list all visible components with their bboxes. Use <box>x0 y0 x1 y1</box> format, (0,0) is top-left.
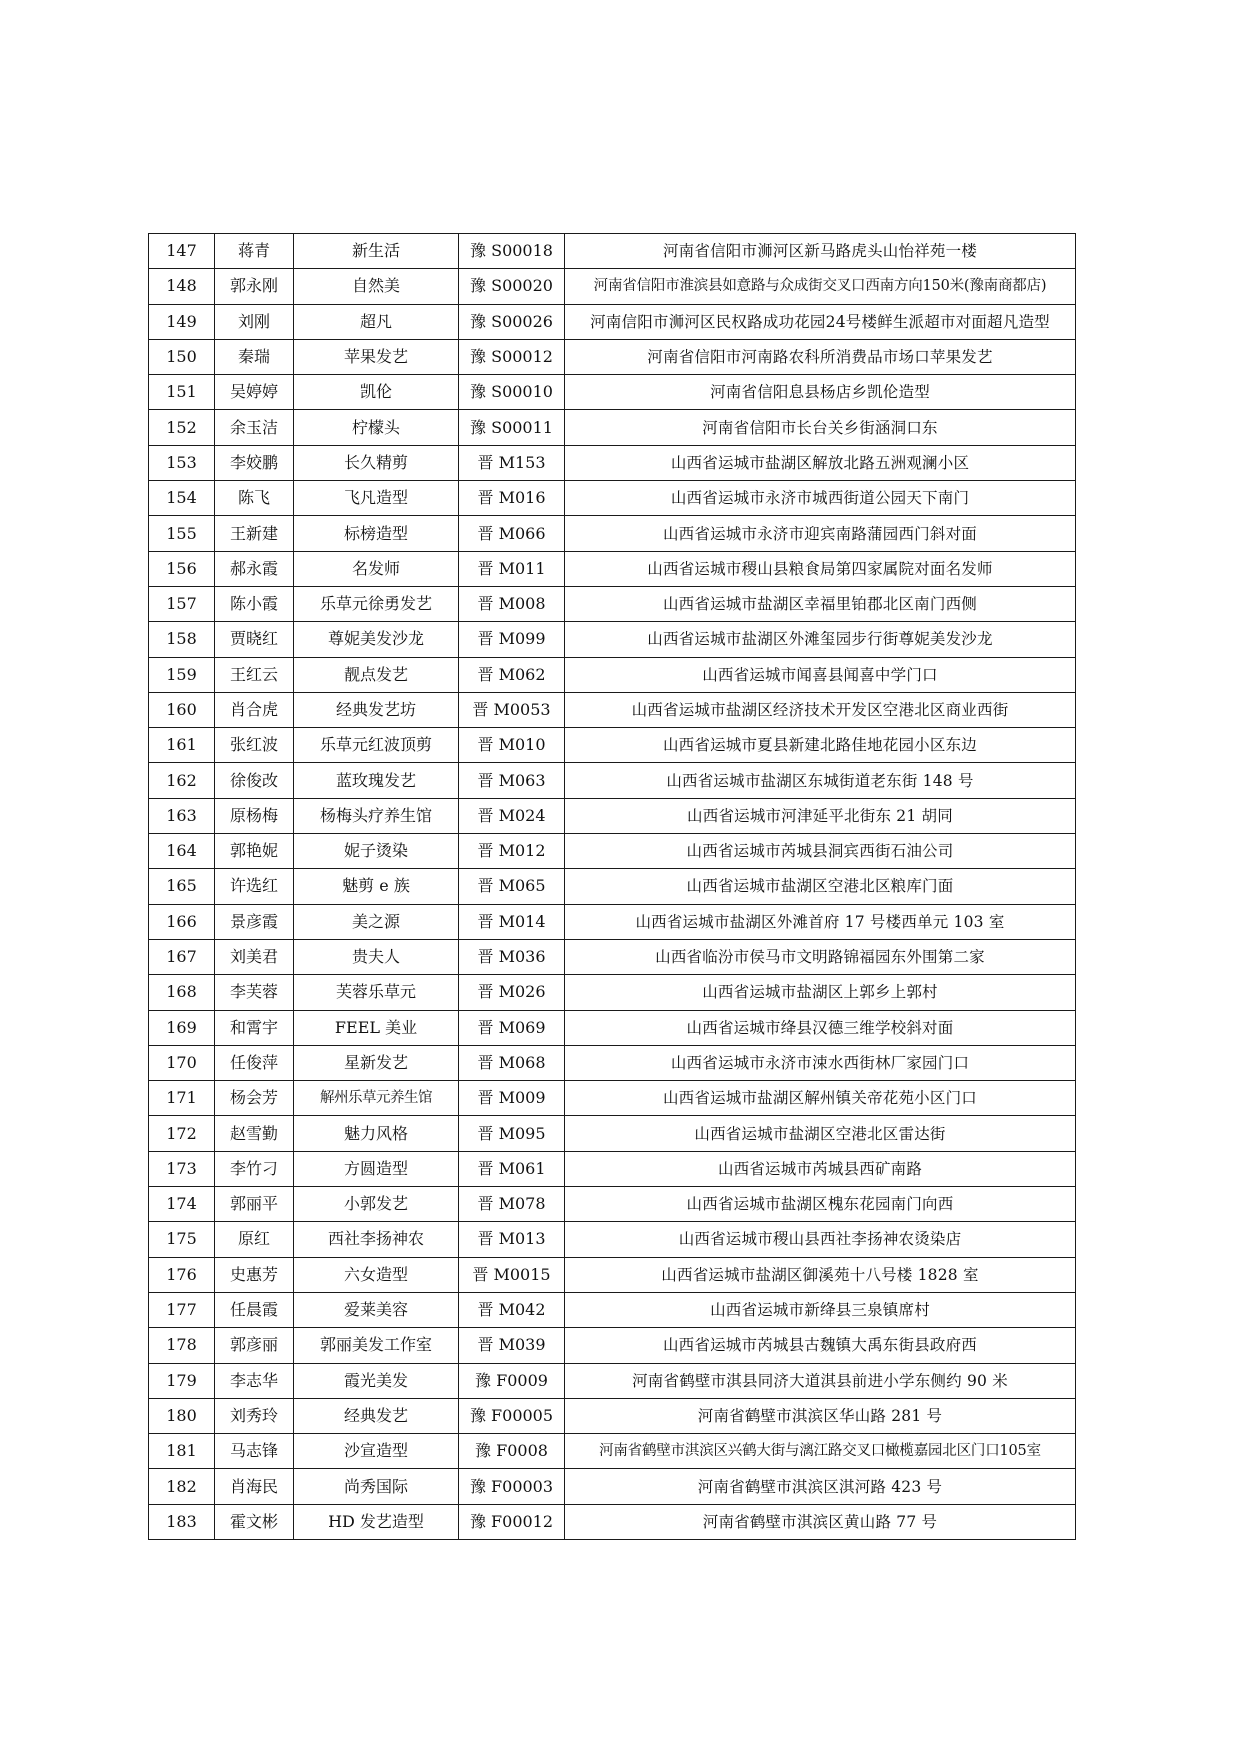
address-cell: 山西省运城市芮城县西矿南路 <box>565 1151 1076 1186</box>
table-row <box>149 904 1076 939</box>
shop-code-cell: 晋 M010 <box>459 728 565 763</box>
shop-code-cell: 晋 M062 <box>459 657 565 692</box>
table-row <box>149 1116 1076 1151</box>
shop-name-cell: 贵夫人 <box>294 939 459 974</box>
shop-code-cell: 晋 M153 <box>459 445 565 480</box>
address-cell: 河南省鹤壁市淇滨区淇河路 423 号 <box>565 1469 1076 1504</box>
person-name-cell: 霍文彬 <box>215 1504 294 1539</box>
shop-code-cell: 豫 S00018 <box>459 234 565 269</box>
table-row <box>149 622 1076 657</box>
table-row <box>149 445 1076 480</box>
row-number-cell: 150 <box>149 339 215 374</box>
row-number-cell: 162 <box>149 763 215 798</box>
shop-code-cell: 晋 M065 <box>459 869 565 904</box>
address-cell: 山西省运城市永济市迎宾南路蒲园西门斜对面 <box>565 516 1076 551</box>
person-name-cell: 任晨霞 <box>215 1292 294 1327</box>
row-number-cell: 160 <box>149 692 215 727</box>
address-cell: 山西省运城市稷山县粮食局第四家属院对面名发师 <box>565 551 1076 586</box>
row-number-cell: 172 <box>149 1116 215 1151</box>
address-cell: 山西省临汾市侯马市文明路锦福园东外围第二家 <box>565 939 1076 974</box>
person-name-cell: 原红 <box>215 1222 294 1257</box>
row-number-cell: 152 <box>149 410 215 445</box>
person-name-cell: 李芙蓉 <box>215 975 294 1010</box>
person-name-cell: 和霄宇 <box>215 1010 294 1045</box>
person-name-cell: 马志锋 <box>215 1434 294 1469</box>
person-name-cell: 肖海民 <box>215 1469 294 1504</box>
shop-name-cell: 西社李扬神农 <box>294 1222 459 1257</box>
address-cell: 山西省运城市永济市城西街道公园天下南门 <box>565 481 1076 516</box>
row-number-cell: 171 <box>149 1081 215 1116</box>
row-number-cell: 148 <box>149 269 215 304</box>
shop-name-cell: 靓点发艺 <box>294 657 459 692</box>
shop-name-cell: 名发师 <box>294 551 459 586</box>
table-row <box>149 1398 1076 1433</box>
row-number-cell: 157 <box>149 586 215 621</box>
person-name-cell: 肖合虎 <box>215 692 294 727</box>
shop-code-cell: 晋 M014 <box>459 904 565 939</box>
shop-name-cell: 解州乐草元养生馆 <box>294 1081 459 1116</box>
row-number-cell: 181 <box>149 1434 215 1469</box>
shop-code-cell: 晋 M0015 <box>459 1257 565 1292</box>
address-cell: 河南省信阳息县杨店乡凯伦造型 <box>565 375 1076 410</box>
address-cell: 山西省运城市绛县汉德三维学校斜对面 <box>565 1010 1076 1045</box>
shop-name-cell: 长久精剪 <box>294 445 459 480</box>
address-cell: 山西省运城市盐湖区御溪苑十八号楼 1828 室 <box>565 1257 1076 1292</box>
row-number-cell: 154 <box>149 481 215 516</box>
address-cell: 山西省运城市芮城县洞宾西街石油公司 <box>565 834 1076 869</box>
person-name-cell: 任俊萍 <box>215 1045 294 1080</box>
address-cell: 河南省鹤壁市淇滨区华山路 281 号 <box>565 1398 1076 1433</box>
shop-code-cell: 豫 S00020 <box>459 269 565 304</box>
row-number-cell: 166 <box>149 904 215 939</box>
address-cell: 山西省运城市盐湖区槐东花园南门向西 <box>565 1187 1076 1222</box>
table-row <box>149 481 1076 516</box>
shop-code-cell: 晋 M069 <box>459 1010 565 1045</box>
shop-code-cell: 晋 M095 <box>459 1116 565 1151</box>
roster-body <box>149 234 1076 1540</box>
address-cell: 山西省运城市盐湖区外滩首府 17 号楼西单元 103 室 <box>565 904 1076 939</box>
row-number-cell: 170 <box>149 1045 215 1080</box>
shop-name-cell: 新生活 <box>294 234 459 269</box>
address-cell: 山西省运城市盐湖区空港北区粮库门面 <box>565 869 1076 904</box>
row-number-cell: 178 <box>149 1328 215 1363</box>
shop-code-cell: 晋 M042 <box>459 1292 565 1327</box>
shop-code-cell: 豫 S00026 <box>459 304 565 339</box>
table-row <box>149 939 1076 974</box>
table-row <box>149 728 1076 763</box>
row-number-cell: 173 <box>149 1151 215 1186</box>
shop-name-cell: 经典发艺 <box>294 1398 459 1433</box>
row-number-cell: 177 <box>149 1292 215 1327</box>
person-name-cell: 王红云 <box>215 657 294 692</box>
table-row <box>149 410 1076 445</box>
shop-code-cell: 豫 F0009 <box>459 1363 565 1398</box>
row-number-cell: 168 <box>149 975 215 1010</box>
person-name-cell: 贾晓红 <box>215 622 294 657</box>
shop-code-cell: 晋 M078 <box>459 1187 565 1222</box>
table-row <box>149 269 1076 304</box>
shop-name-cell: 霞光美发 <box>294 1363 459 1398</box>
person-name-cell: 徐俊改 <box>215 763 294 798</box>
person-name-cell: 郝永霞 <box>215 551 294 586</box>
person-name-cell: 刘刚 <box>215 304 294 339</box>
shop-code-cell: 晋 M016 <box>459 481 565 516</box>
table-row <box>149 1292 1076 1327</box>
shop-name-cell: 超凡 <box>294 304 459 339</box>
shop-name-cell: 乐草元红波顶剪 <box>294 728 459 763</box>
shop-code-cell: 晋 M061 <box>459 1151 565 1186</box>
shop-name-cell: 魅剪 e 族 <box>294 869 459 904</box>
table-row <box>149 586 1076 621</box>
row-number-cell: 149 <box>149 304 215 339</box>
shop-code-cell: 豫 F0008 <box>459 1434 565 1469</box>
address-cell: 河南省信阳市河南路农科所消费品市场口苹果发艺 <box>565 339 1076 374</box>
person-name-cell: 史惠芳 <box>215 1257 294 1292</box>
shop-code-cell: 晋 M0053 <box>459 692 565 727</box>
salon-roster-table <box>148 233 1076 1540</box>
address-cell: 河南省信阳市淮滨县如意路与众成街交叉口西南方向150米(豫南商都店) <box>565 269 1076 304</box>
table-row <box>149 304 1076 339</box>
shop-code-cell: 豫 F00012 <box>459 1504 565 1539</box>
person-name-cell: 王新建 <box>215 516 294 551</box>
shop-code-cell: 晋 M013 <box>459 1222 565 1257</box>
address-cell: 山西省运城市盐湖区外滩玺园步行街尊妮美发沙龙 <box>565 622 1076 657</box>
person-name-cell: 秦瑞 <box>215 339 294 374</box>
shop-code-cell: 豫 F00005 <box>459 1398 565 1433</box>
table-row <box>149 339 1076 374</box>
shop-name-cell: 爱莱美容 <box>294 1292 459 1327</box>
person-name-cell: 郭彦丽 <box>215 1328 294 1363</box>
table-row <box>149 234 1076 269</box>
person-name-cell: 李姣鹏 <box>215 445 294 480</box>
table-row <box>149 1081 1076 1116</box>
table-row <box>149 1151 1076 1186</box>
shop-code-cell: 晋 M066 <box>459 516 565 551</box>
shop-code-cell: 豫 S00010 <box>459 375 565 410</box>
shop-code-cell: 晋 M008 <box>459 586 565 621</box>
shop-name-cell: 六女造型 <box>294 1257 459 1292</box>
shop-name-cell: 杨梅头疗养生馆 <box>294 798 459 833</box>
address-cell: 山西省运城市盐湖区解放北路五洲观澜小区 <box>565 445 1076 480</box>
address-cell: 河南省信阳市长台关乡街涵洞口东 <box>565 410 1076 445</box>
shop-name-cell: 柠檬头 <box>294 410 459 445</box>
row-number-cell: 175 <box>149 1222 215 1257</box>
table-row <box>149 375 1076 410</box>
table-row <box>149 551 1076 586</box>
address-cell: 山西省运城市新绛县三泉镇席村 <box>565 1292 1076 1327</box>
address-cell: 山西省运城市河津延平北街东 21 胡同 <box>565 798 1076 833</box>
shop-code-cell: 晋 M009 <box>459 1081 565 1116</box>
shop-name-cell: 标榜造型 <box>294 516 459 551</box>
row-number-cell: 182 <box>149 1469 215 1504</box>
row-number-cell: 156 <box>149 551 215 586</box>
shop-name-cell: 自然美 <box>294 269 459 304</box>
shop-code-cell: 晋 M099 <box>459 622 565 657</box>
address-cell: 山西省运城市闻喜县闻喜中学门口 <box>565 657 1076 692</box>
shop-name-cell: 飞凡造型 <box>294 481 459 516</box>
person-name-cell: 杨会芳 <box>215 1081 294 1116</box>
table-row <box>149 1469 1076 1504</box>
table-row <box>149 1434 1076 1469</box>
address-cell: 山西省运城市永济市涑水西街林厂家园门口 <box>565 1045 1076 1080</box>
shop-name-cell: FEEL 美业 <box>294 1010 459 1045</box>
row-number-cell: 159 <box>149 657 215 692</box>
shop-code-cell: 豫 S00012 <box>459 339 565 374</box>
person-name-cell: 李志华 <box>215 1363 294 1398</box>
person-name-cell: 郭永刚 <box>215 269 294 304</box>
row-number-cell: 169 <box>149 1010 215 1045</box>
shop-code-cell: 豫 S00011 <box>459 410 565 445</box>
address-cell: 山西省运城市盐湖区上郭乡上郭村 <box>565 975 1076 1010</box>
person-name-cell: 蒋青 <box>215 234 294 269</box>
person-name-cell: 刘秀玲 <box>215 1398 294 1433</box>
shop-code-cell: 晋 M011 <box>459 551 565 586</box>
shop-code-cell: 晋 M024 <box>459 798 565 833</box>
shop-name-cell: 沙宣造型 <box>294 1434 459 1469</box>
table-row <box>149 763 1076 798</box>
table-row <box>149 1328 1076 1363</box>
shop-code-cell: 晋 M039 <box>459 1328 565 1363</box>
person-name-cell: 郭丽平 <box>215 1187 294 1222</box>
table-row <box>149 1504 1076 1539</box>
address-cell: 山西省运城市盐湖区东城街道老东街 148 号 <box>565 763 1076 798</box>
address-cell: 河南省信阳市浉河区新马路虎头山怡祥苑一楼 <box>565 234 1076 269</box>
address-cell: 河南信阳市浉河区民权路成功花园24号楼鲜生派超市对面超凡造型 <box>565 304 1076 339</box>
shop-code-cell: 晋 M068 <box>459 1045 565 1080</box>
shop-name-cell: 尚秀国际 <box>294 1469 459 1504</box>
shop-name-cell: 星新发艺 <box>294 1045 459 1080</box>
address-cell: 山西省运城市盐湖区解州镇关帝花苑小区门口 <box>565 1081 1076 1116</box>
table-row <box>149 869 1076 904</box>
shop-name-cell: 经典发艺坊 <box>294 692 459 727</box>
row-number-cell: 180 <box>149 1398 215 1433</box>
row-number-cell: 155 <box>149 516 215 551</box>
table-row <box>149 1222 1076 1257</box>
person-name-cell: 原杨梅 <box>215 798 294 833</box>
person-name-cell: 余玉洁 <box>215 410 294 445</box>
table-row <box>149 1363 1076 1398</box>
person-name-cell: 景彦霞 <box>215 904 294 939</box>
address-cell: 河南省鹤壁市淇县同济大道淇县前进小学东侧约 90 米 <box>565 1363 1076 1398</box>
shop-name-cell: 魅力风格 <box>294 1116 459 1151</box>
row-number-cell: 174 <box>149 1187 215 1222</box>
person-name-cell: 许选红 <box>215 869 294 904</box>
address-cell: 山西省运城市稷山县西社李扬神农烫染店 <box>565 1222 1076 1257</box>
table-row <box>149 1257 1076 1292</box>
shop-code-cell: 晋 M036 <box>459 939 565 974</box>
row-number-cell: 165 <box>149 869 215 904</box>
row-number-cell: 147 <box>149 234 215 269</box>
shop-code-cell: 晋 M026 <box>459 975 565 1010</box>
shop-name-cell: HD 发艺造型 <box>294 1504 459 1539</box>
table-row <box>149 1187 1076 1222</box>
table-row <box>149 975 1076 1010</box>
shop-name-cell: 芙蓉乐草元 <box>294 975 459 1010</box>
row-number-cell: 161 <box>149 728 215 763</box>
row-number-cell: 179 <box>149 1363 215 1398</box>
shop-name-cell: 尊妮美发沙龙 <box>294 622 459 657</box>
table-row <box>149 1045 1076 1080</box>
person-name-cell: 赵雪勤 <box>215 1116 294 1151</box>
table-row <box>149 516 1076 551</box>
row-number-cell: 167 <box>149 939 215 974</box>
shop-code-cell: 豫 F00003 <box>459 1469 565 1504</box>
shop-name-cell: 苹果发艺 <box>294 339 459 374</box>
row-number-cell: 176 <box>149 1257 215 1292</box>
shop-name-cell: 方圆造型 <box>294 1151 459 1186</box>
row-number-cell: 158 <box>149 622 215 657</box>
row-number-cell: 164 <box>149 834 215 869</box>
shop-name-cell: 蓝玫瑰发艺 <box>294 763 459 798</box>
table-row <box>149 1010 1076 1045</box>
table-row <box>149 834 1076 869</box>
shop-name-cell: 郭丽美发工作室 <box>294 1328 459 1363</box>
table-row <box>149 798 1076 833</box>
row-number-cell: 153 <box>149 445 215 480</box>
address-cell: 山西省运城市盐湖区幸福里铂郡北区南门西侧 <box>565 586 1076 621</box>
address-cell: 河南省鹤壁市淇滨区黄山路 77 号 <box>565 1504 1076 1539</box>
address-cell: 山西省运城市夏县新建北路佳地花园小区东边 <box>565 728 1076 763</box>
row-number-cell: 163 <box>149 798 215 833</box>
person-name-cell: 李竹刁 <box>215 1151 294 1186</box>
shop-name-cell: 妮子烫染 <box>294 834 459 869</box>
address-cell: 河南省鹤壁市淇滨区兴鹤大街与漓江路交叉口橄榄嘉园北区门口105室 <box>565 1434 1076 1469</box>
person-name-cell: 张红波 <box>215 728 294 763</box>
person-name-cell: 郭艳妮 <box>215 834 294 869</box>
shop-code-cell: 晋 M012 <box>459 834 565 869</box>
person-name-cell: 陈飞 <box>215 481 294 516</box>
address-cell: 山西省运城市盐湖区空港北区雷达街 <box>565 1116 1076 1151</box>
shop-name-cell: 美之源 <box>294 904 459 939</box>
table-row <box>149 692 1076 727</box>
table-row <box>149 657 1076 692</box>
shop-name-cell: 凯伦 <box>294 375 459 410</box>
row-number-cell: 183 <box>149 1504 215 1539</box>
shop-name-cell: 小郭发艺 <box>294 1187 459 1222</box>
person-name-cell: 刘美君 <box>215 939 294 974</box>
address-cell: 山西省运城市盐湖区经济技术开发区空港北区商业西街 <box>565 692 1076 727</box>
shop-code-cell: 晋 M063 <box>459 763 565 798</box>
address-cell: 山西省运城市芮城县古魏镇大禹东街县政府西 <box>565 1328 1076 1363</box>
shop-name-cell: 乐草元徐勇发艺 <box>294 586 459 621</box>
person-name-cell: 吴婷婷 <box>215 375 294 410</box>
person-name-cell: 陈小霞 <box>215 586 294 621</box>
row-number-cell: 151 <box>149 375 215 410</box>
